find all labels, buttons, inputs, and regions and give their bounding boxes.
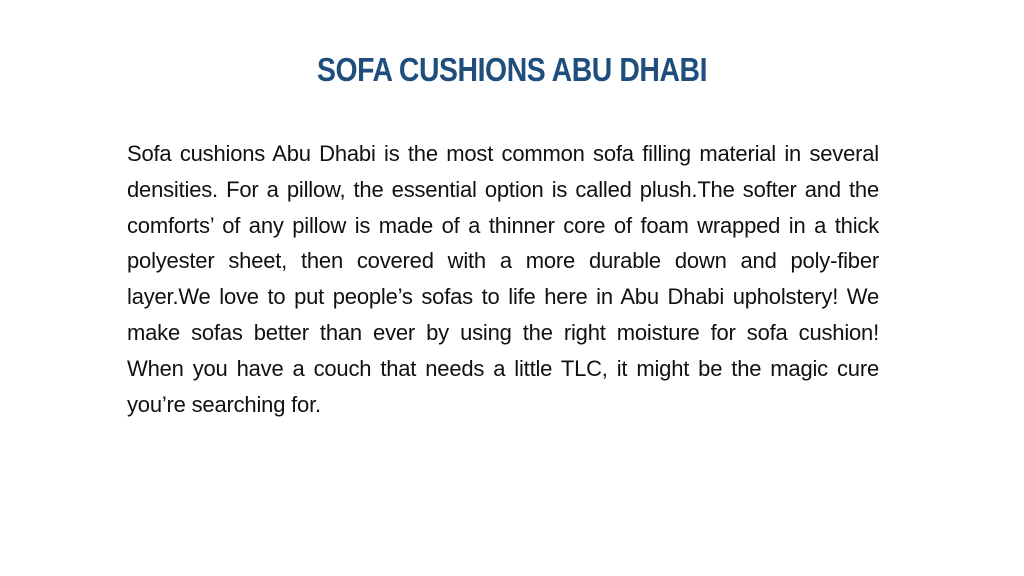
slide-title: SOFA CUSHIONS ABU DHABI — [316, 51, 708, 88]
slide-body-paragraph: Sofa cushions Abu Dhabi is the most common sofa filling material in several densities. For a pillow, the essential option is called plush.The softer and the comforts’ of any pillow is made of a thinner core of foam wrapped in a thick polyester sheet, then covered with a more durable down and poly-fiber layer.We love to put people’s sofas to life here in Abu Dhabi upholstery! We make sofas better than ever by using the right moisture for sofa cushion! When you have a couch that needs a little TLC, it might be the magic cure you’re searching for. — [127, 141, 879, 417]
